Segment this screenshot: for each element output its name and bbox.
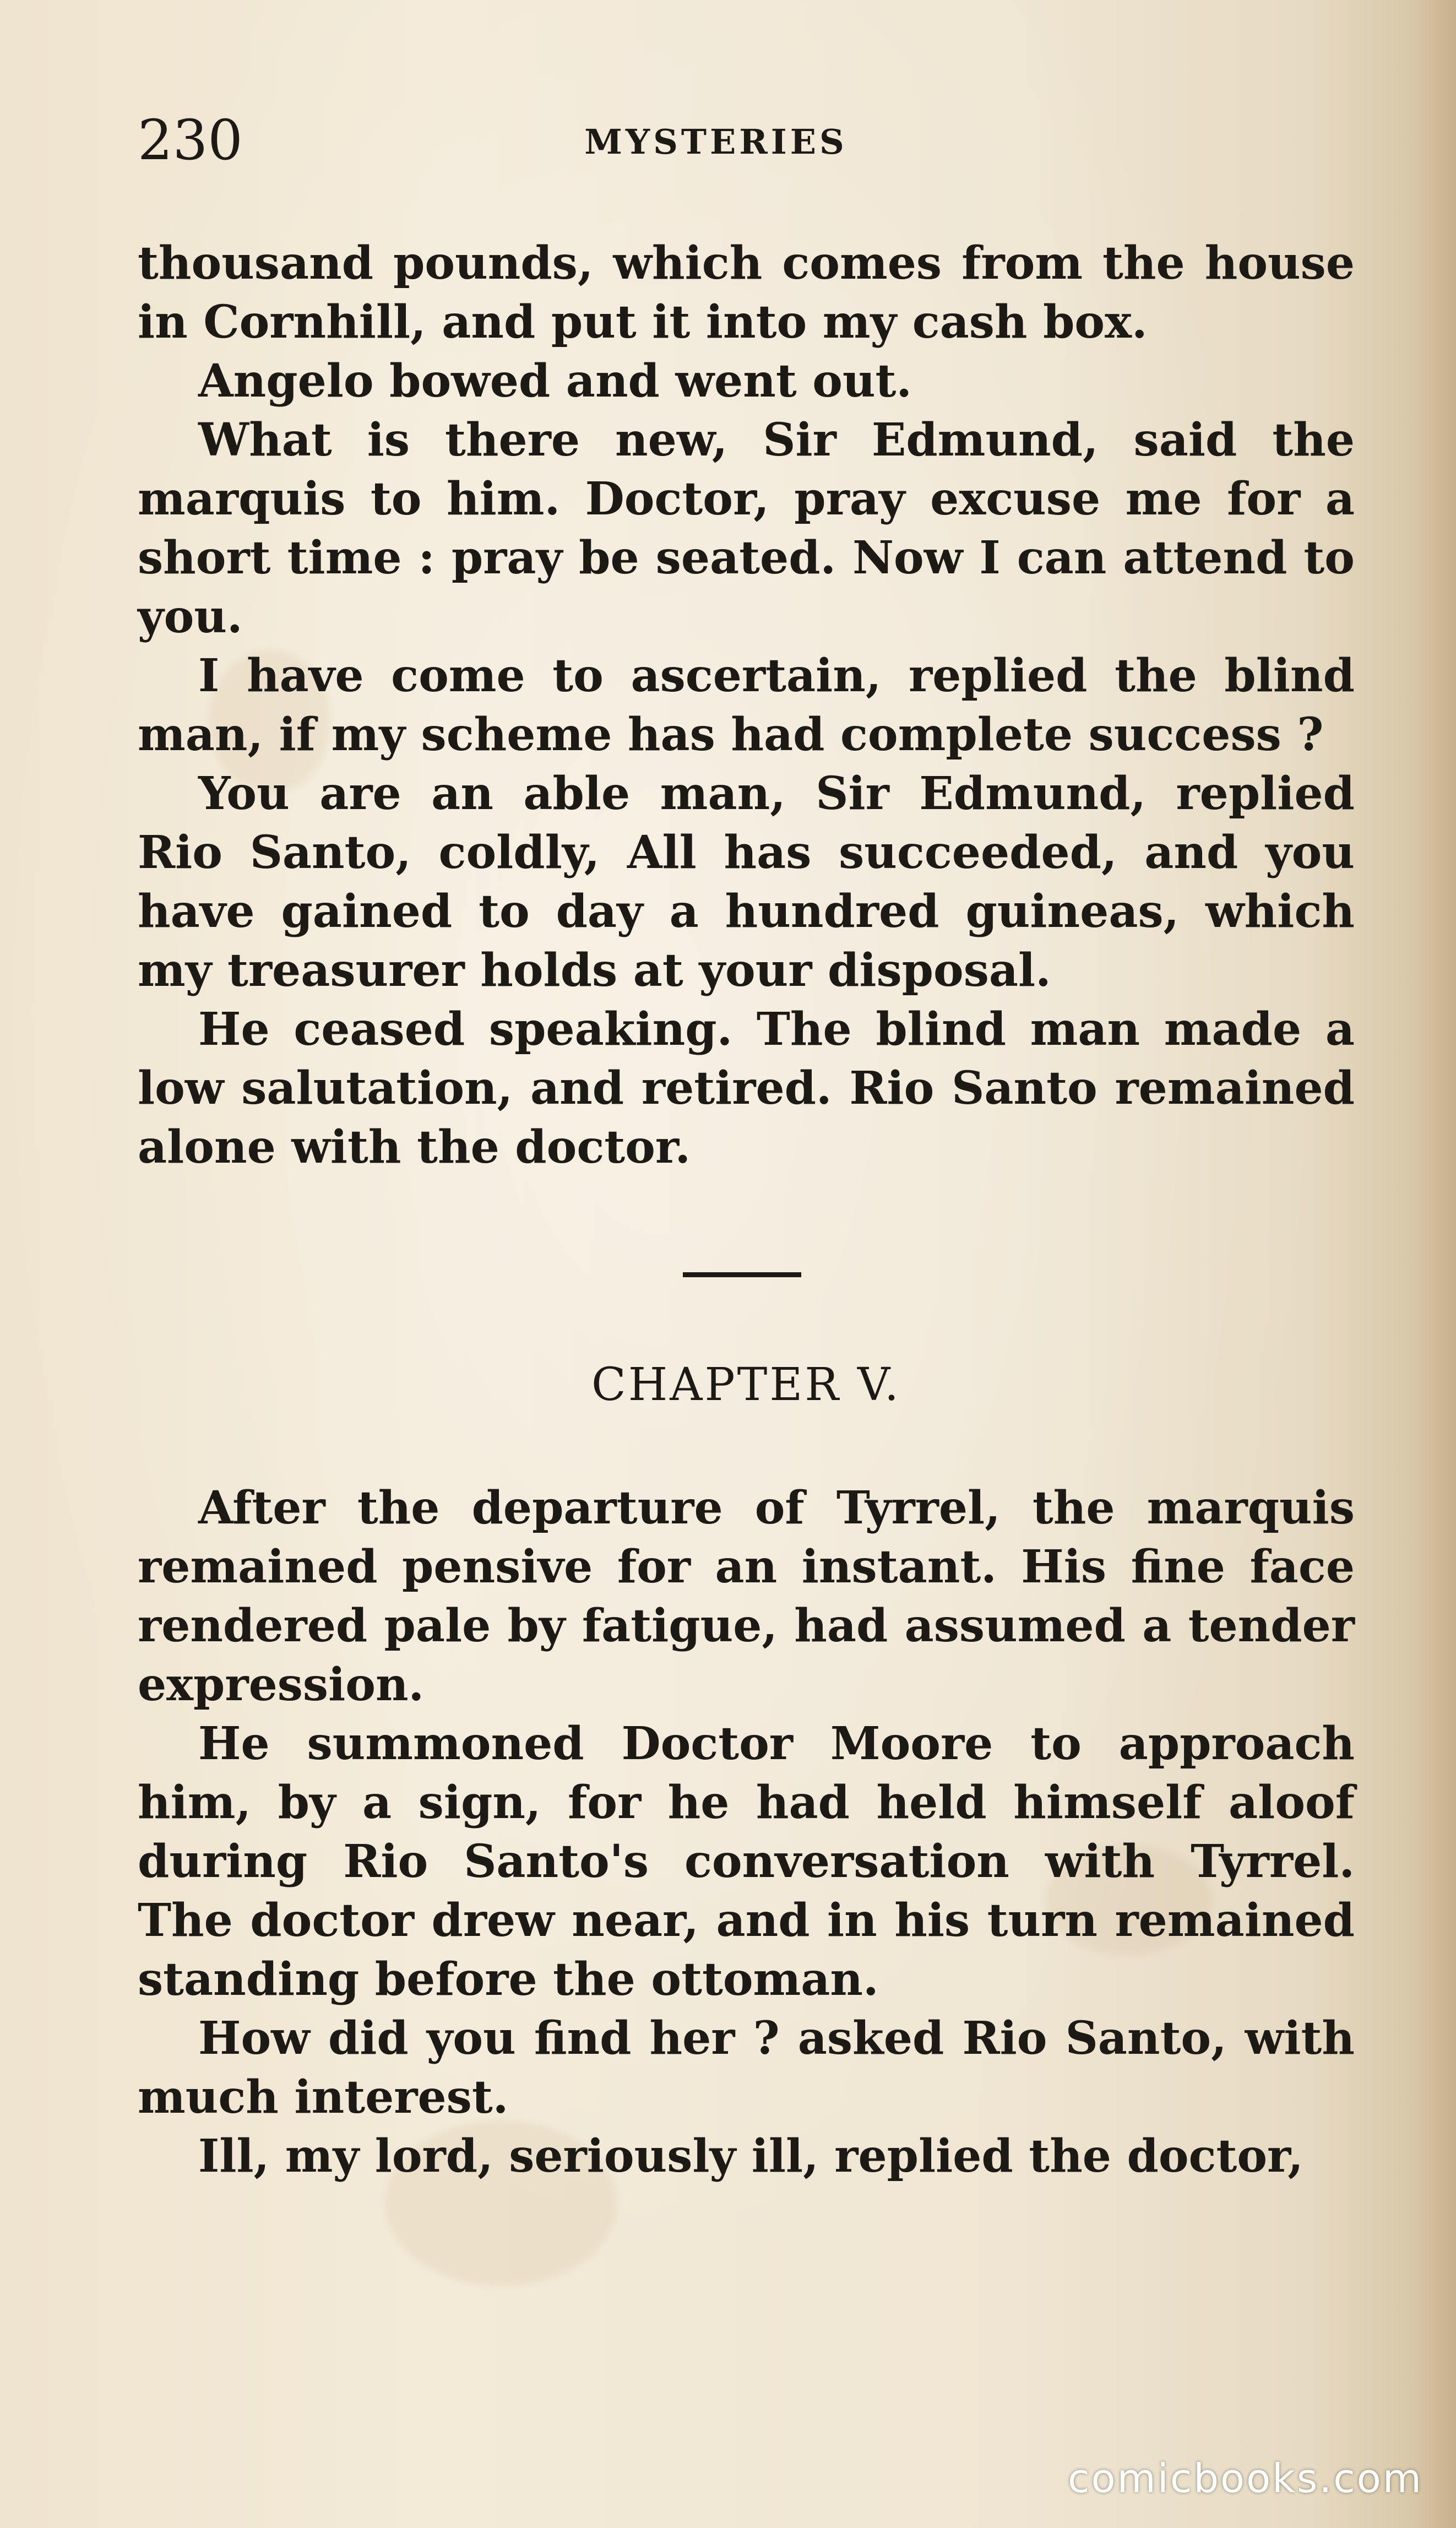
paragraph: He ceased speaking. The blind man made a low salutation, and retired. Rio Santo remained alone with the doctor. xyxy=(138,1003,1355,1174)
body-text-section-2 xyxy=(138,1479,1355,2186)
page-number: 230 xyxy=(138,108,243,172)
page-header xyxy=(138,110,1349,171)
paragraph: What is there new, Sir Edmund, said the marquis to him. Doctor, pray excuse me for a short time : pray be seated. Now I can attend to you. xyxy=(138,414,1355,643)
paragraph: I have come to ascertain, replied the blind man, if my scheme has had complete success ? xyxy=(138,649,1355,761)
paragraph: Angelo bowed and went out. xyxy=(198,355,912,408)
chapter-heading: CHAPTER V. xyxy=(591,1359,901,1411)
running-head: MYSTERIES xyxy=(584,122,847,162)
paragraph: Ill, my lord, seriously ill, replied the doctor, xyxy=(198,2130,1303,2183)
paragraph: thousand pounds, which comes from the house in Cornhill, and put it into my cash box. xyxy=(138,237,1355,349)
paragraph: How did you find her ? asked Rio Santo, with much interest. xyxy=(138,2012,1355,2124)
watermark: comicbooks.com xyxy=(1067,2455,1423,2502)
body-text-section-1 xyxy=(138,234,1355,1177)
paragraph: After the departure of Tyrrel, the marquis remained pensive for an instant. His fine face rendered pale by fatigue, had assumed a tender expression. xyxy=(138,1482,1355,1711)
paragraph: You are an able man, Sir Edmund, replied Rio Santo, coldly, All has succeeded, and you have gained to day a hundred guineas, which my treasurer holds at your disposal. xyxy=(138,767,1355,997)
paragraph: He summoned Doctor Moore to approach him, by a sign, for he had held himself aloof during Rio Santo's conversation with Tyrrel. The doctor drew near, and in his turn remained standing before the ottoman. xyxy=(138,1717,1355,2006)
section-divider-rule xyxy=(683,1272,801,1277)
